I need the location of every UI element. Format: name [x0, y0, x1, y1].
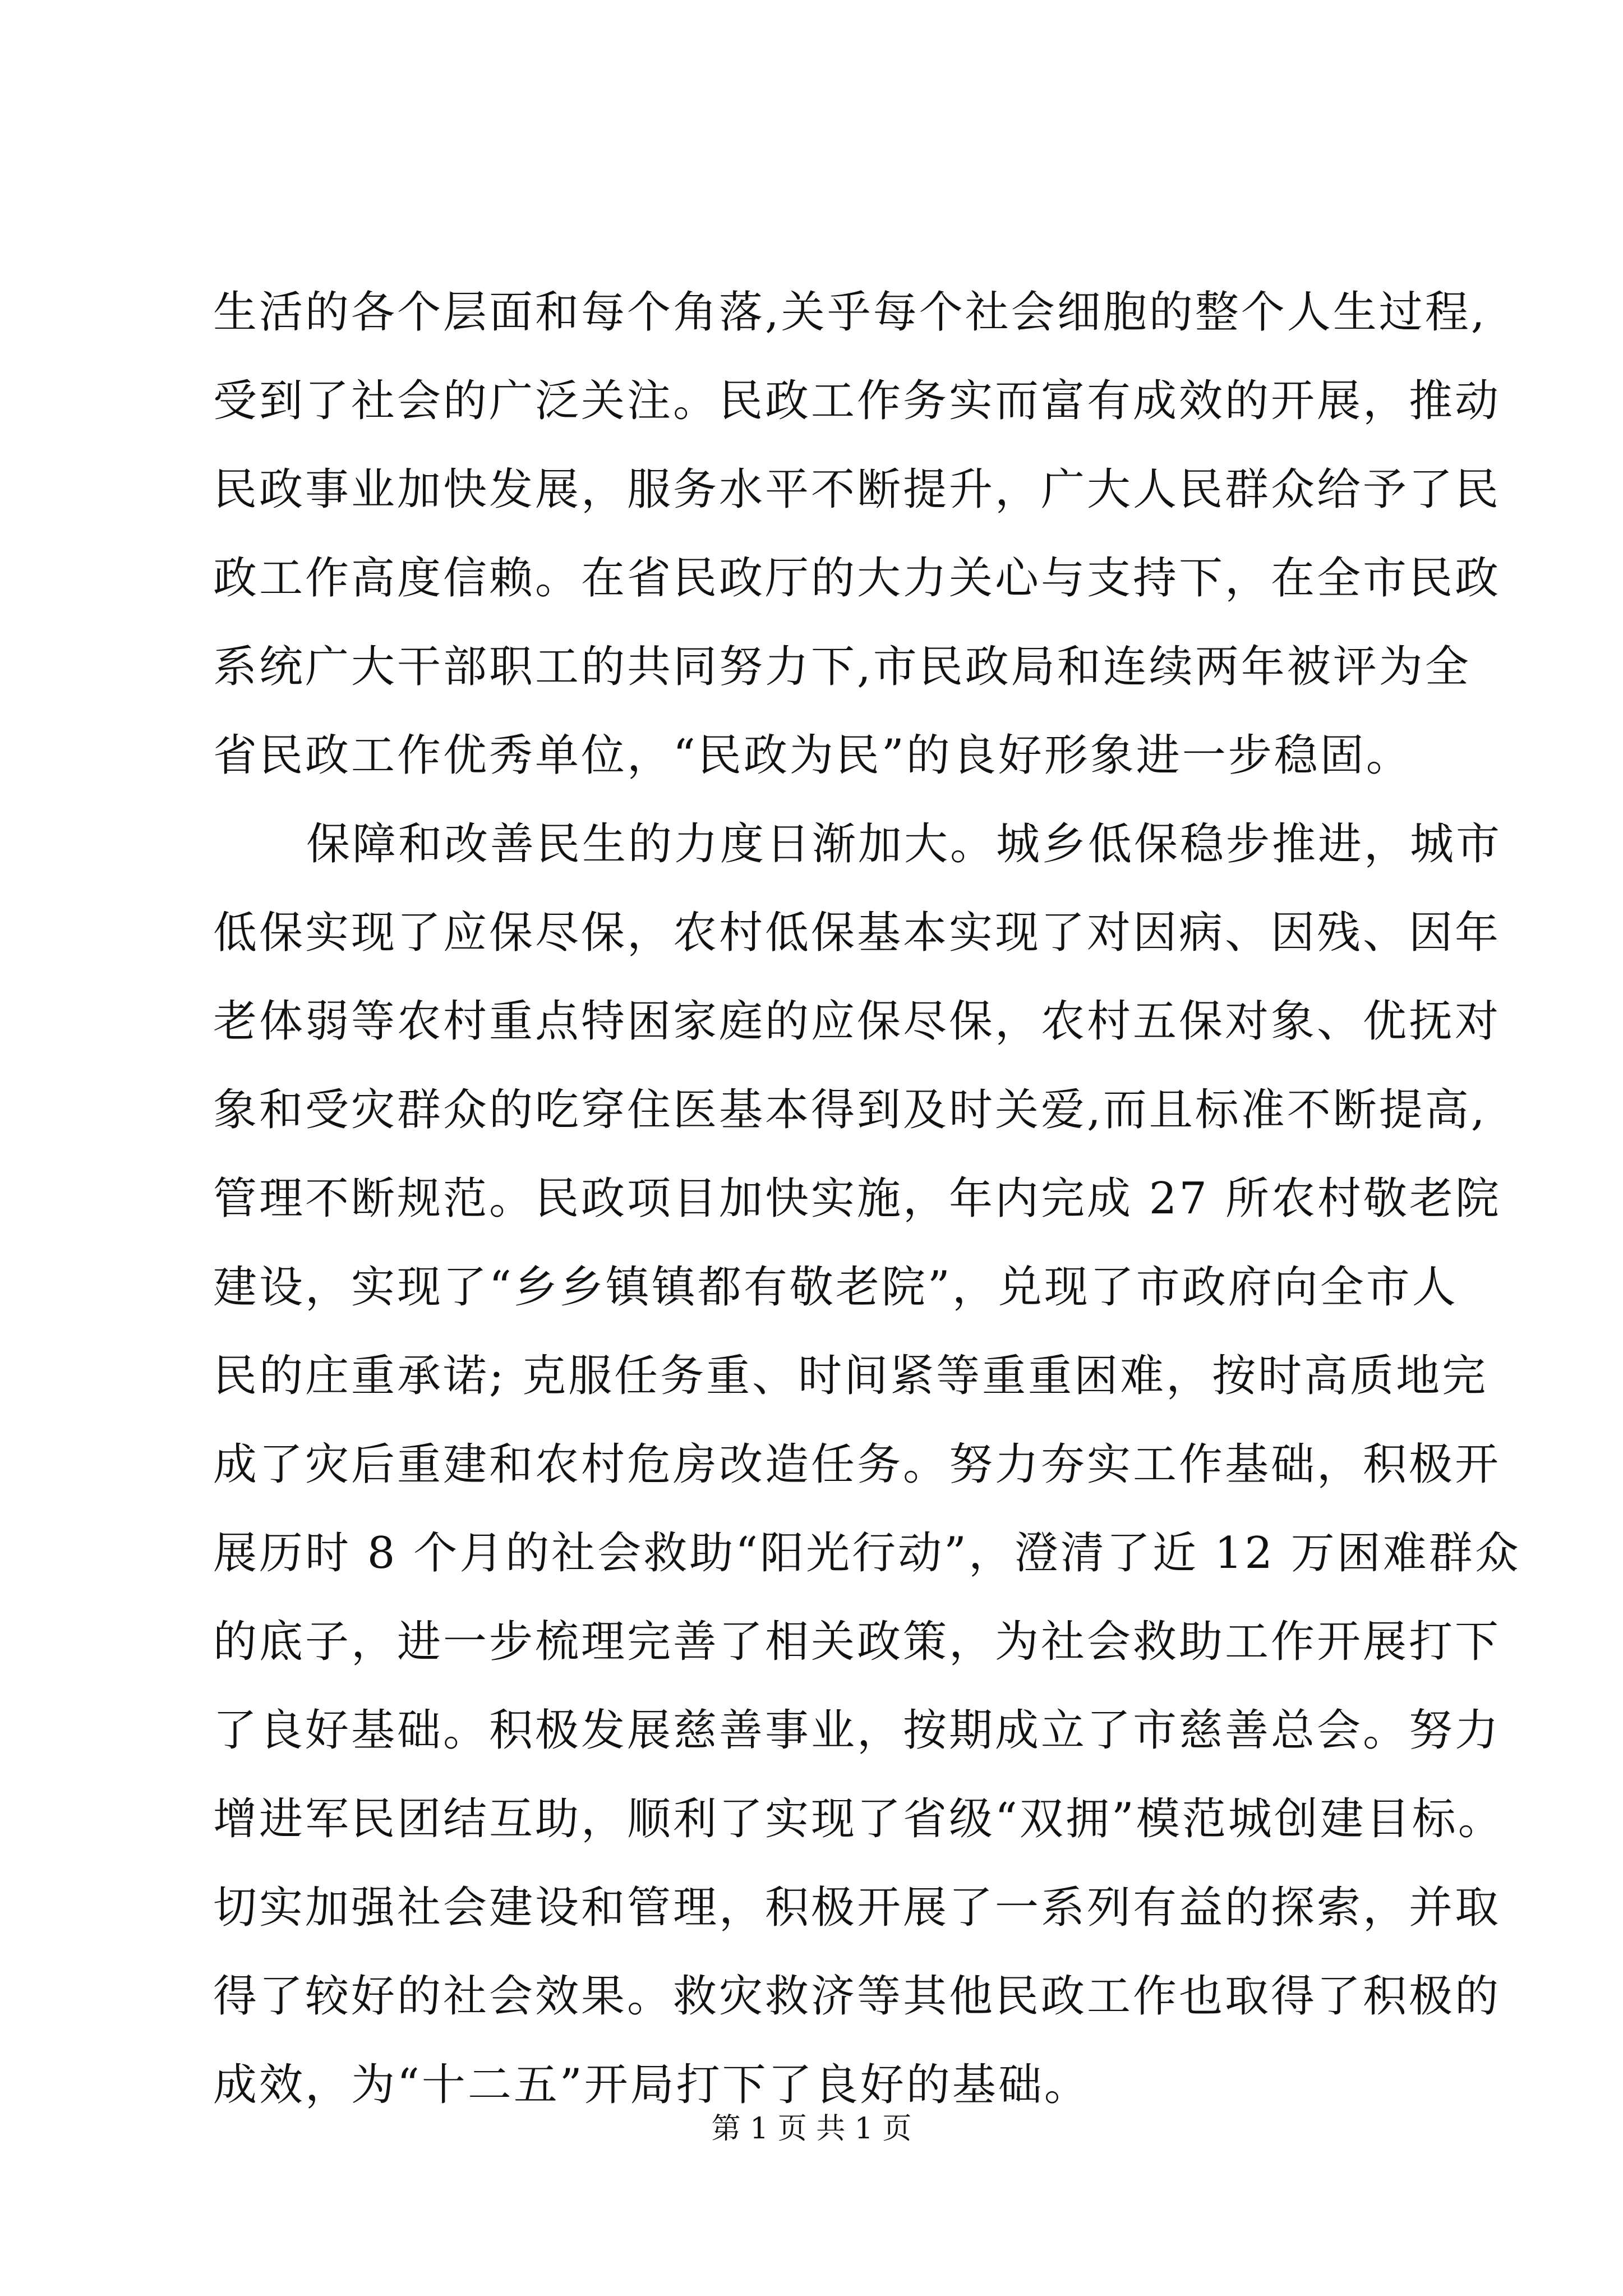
text-line: 了良好基础。积极发展慈善事业，按期成立了市慈善总会。努力 — [213, 1705, 1501, 1756]
text-line: 象和受灾群众的吃穿住医基本得到及时关爱,而且标准不断提高, — [213, 1085, 1487, 1135]
document-body — [213, 268, 1521, 2129]
text-line: 建设，实现了“乡乡镇镇都有敬老院”，兑现了市政府向全市人 — [213, 1262, 1458, 1313]
text-line: 切实加强社会建设和管理，积极开展了一系列有益的探索，并取 — [213, 1883, 1501, 1933]
text-line: 管理不断规范。民政项目加快实施，年内完成 27 所农村敬老院 — [213, 1174, 1501, 1224]
text-line: 成效，为“十二五”开局打下了良好的基础。 — [213, 2060, 1090, 2110]
page-number-footer: 第 1 页 共 1 页 — [711, 2112, 912, 2146]
text-line: 系统广大干部职工的共同努力下,市民政局和连续两年被评为全 — [213, 642, 1471, 692]
text-line: 受到了社会的广泛关注。民政工作务实而富有成效的开展，推动 — [213, 376, 1501, 426]
text-line: 民政事业加快发展，服务水平不断提升，广大人民群众给予了民 — [213, 464, 1501, 515]
text-line: 增进军民团结互助，顺利了实现了省级“双拥”模范城创建目标。 — [213, 1794, 1504, 1844]
text-line: 成了灾后重建和农村危房改造任务。努力夯实工作基础，积极开 — [213, 1439, 1501, 1490]
text-line: 政工作高度信赖。在省民政厅的大力关心与支持下，在全市民政 — [213, 553, 1501, 604]
text-line: 老体弱等农村重点特困家庭的应保尽保，农村五保对象、优抚对 — [213, 996, 1501, 1047]
text-line: 的底子，进一步梳理完善了相关政策，为社会救助工作开展打下 — [213, 1617, 1501, 1667]
paragraph-first-line: 保障和改善民生的力度日渐加大。城乡低保稳步推进，城市 — [306, 819, 1502, 869]
text-line: 民的庄重承诺; 克服任务重、时间紧等重重困难，按时高质地完 — [213, 1351, 1488, 1401]
text-line: 省民政工作优秀单位，“民政为民”的良好形象进一步稳固。 — [213, 730, 1412, 781]
text-line: 生活的各个层面和每个角落,关乎每个社会细胞的整个人生过程, — [213, 287, 1487, 338]
text-line: 低保实现了应保尽保，农村低保基本实现了对因病、因残、因年 — [213, 908, 1501, 958]
text-line: 得了较好的社会效果。救灾救济等其他民政工作也取得了积极的 — [213, 1971, 1501, 2022]
text-line: 展历时 8 个月的社会救助“阳光行动”，澄清了近 12 万困难群众 — [213, 1528, 1521, 1579]
